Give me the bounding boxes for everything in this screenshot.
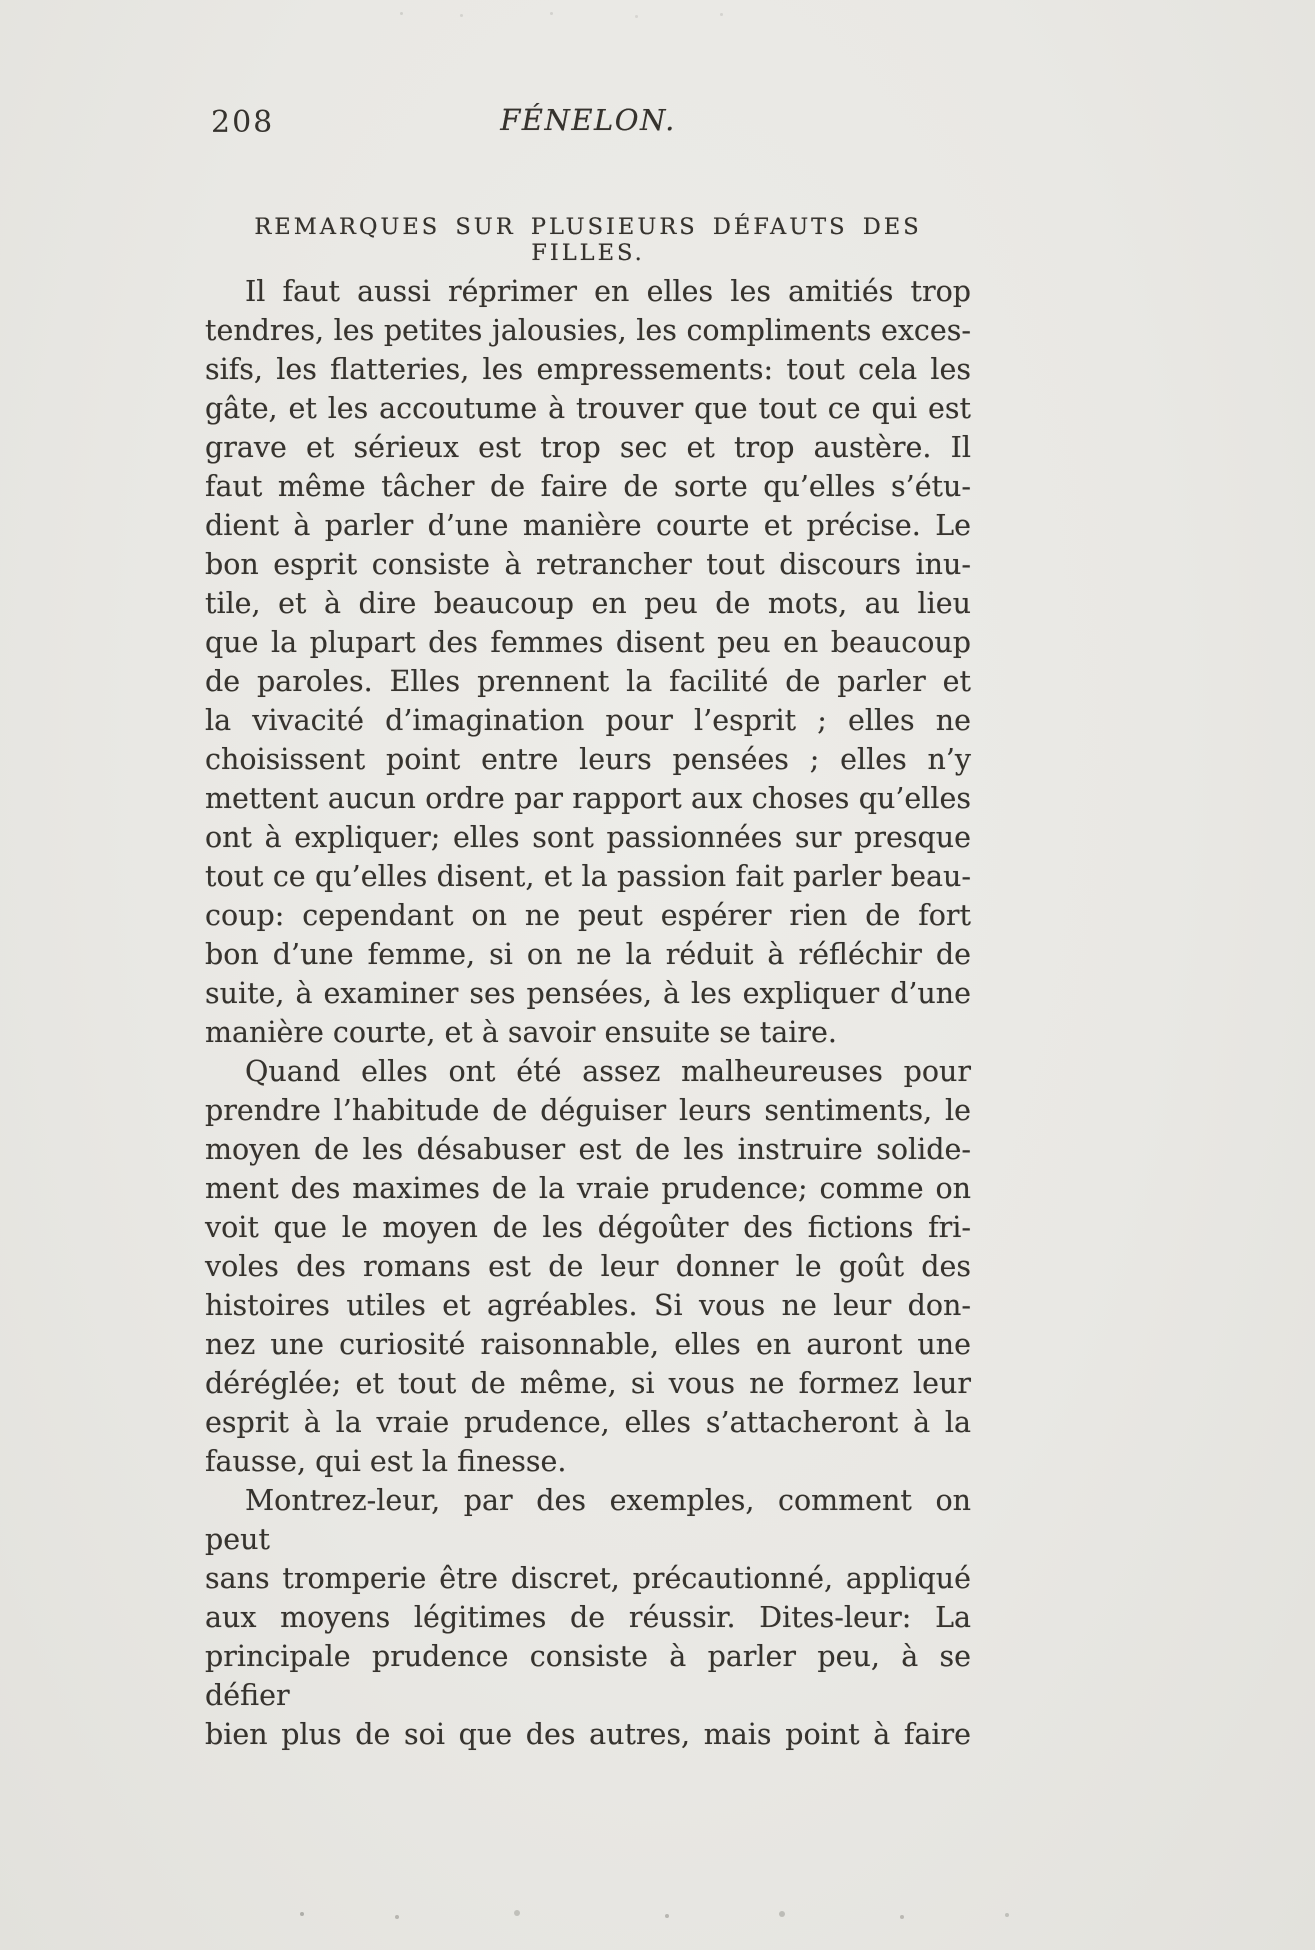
text-line: voit que le moyen de les dégoûter des fictions fri- [205, 1211, 971, 1244]
text-line: aux moyens légitimes de réussir. Dites-leur: La [205, 1601, 971, 1634]
text-line: mettent aucun ordre par rapport aux choses qu’elles [205, 782, 971, 815]
paragraph [205, 1481, 971, 1754]
text-line: tile, et à dire beaucoup en peu de mots, au lieu [205, 587, 971, 620]
paragraph [205, 1052, 971, 1481]
text-line: que la plupart des femmes disent peu en beaucoup [205, 626, 971, 659]
text-line: voles des romans est de leur donner le goût des [205, 1250, 971, 1283]
text-line: gâte, et les accoutume à trouver que tout ce qui est [205, 392, 971, 425]
text-line: coup: cependant on ne peut espérer rien de fort [205, 899, 971, 932]
text-line: bon esprit consiste à retrancher tout discours inu- [205, 548, 971, 581]
text-line: faut même tâcher de faire de sorte qu’elles s’étu- [205, 470, 971, 503]
text-line: dient à parler d’une manière courte et précise. Le [205, 509, 971, 542]
text-line: prendre l’habitude de déguiser leurs sentiments, le [205, 1094, 971, 1127]
page-number: 208 [211, 105, 275, 140]
text-block [205, 272, 971, 1754]
text-line: tendres, les petites jalousies, les compliments exces- [205, 314, 971, 347]
text-line: bien plus de soi que des autres, mais point à faire [205, 1718, 971, 1751]
text-line: Quand elles ont été assez malheureuses pour [245, 1055, 971, 1088]
text-line: Montrez-leur, par des exemples, comment on peut [205, 1484, 971, 1556]
text-line: déréglée; et tout de même, si vous ne formez leur [205, 1367, 971, 1400]
text-line: principale prudence consiste à parler peu, à se défier [205, 1640, 971, 1712]
text-line: grave et sérieux est trop sec et trop austère. Il [205, 431, 971, 464]
text-line: la vivacité d’imagination pour l’esprit ; elles ne [205, 704, 971, 737]
text-line: ment des maximes de la vraie prudence; comme on [205, 1172, 971, 1205]
paragraph [205, 272, 971, 1052]
text-line: sifs, les flatteries, les empressements: tout cela les [205, 353, 971, 386]
running-title: FÉNELON. [500, 103, 676, 137]
scan-noise-top [400, 12, 403, 15]
text-line: nez une curiosité raisonnable, elles en auront une [205, 1328, 971, 1361]
text-line: bon d’une femme, si on ne la réduit à réfléchir de [205, 938, 971, 971]
text-line: choisissent point entre leurs pensées ; elles n’y [205, 743, 971, 776]
text-line: esprit à la vraie prudence, elles s’attacheront à la [205, 1406, 971, 1439]
text-line: moyen de les désabuser est de les instruire solide- [205, 1133, 971, 1166]
text-line: sans tromperie être discret, précautionné, appliqué [205, 1562, 971, 1595]
text-line: ont à expliquer; elles sont passionnées sur presque [205, 821, 971, 854]
text-line: fausse, qui est la finesse. [205, 1445, 567, 1478]
text-line: suite, à examiner ses pensées, à les expliquer d’une [205, 977, 971, 1010]
running-header [205, 103, 971, 145]
text-line: tout ce qu’elles disent, et la passion fait parler beau- [205, 860, 971, 893]
text-line: Il faut aussi réprimer en elles les amitiés trop [245, 275, 971, 308]
text-line: manière courte, et à savoir ensuite se taire. [205, 1016, 837, 1049]
section-heading: REMARQUES SUR PLUSIEURS DÉFAUTS DES FILLES. [254, 214, 922, 266]
text-line: histoires utiles et agréables. Si vous ne leur don- [205, 1289, 971, 1322]
text-line: de paroles. Elles prennent la facilité de parler et [205, 665, 971, 698]
scan-noise-bottom [300, 1912, 304, 1916]
